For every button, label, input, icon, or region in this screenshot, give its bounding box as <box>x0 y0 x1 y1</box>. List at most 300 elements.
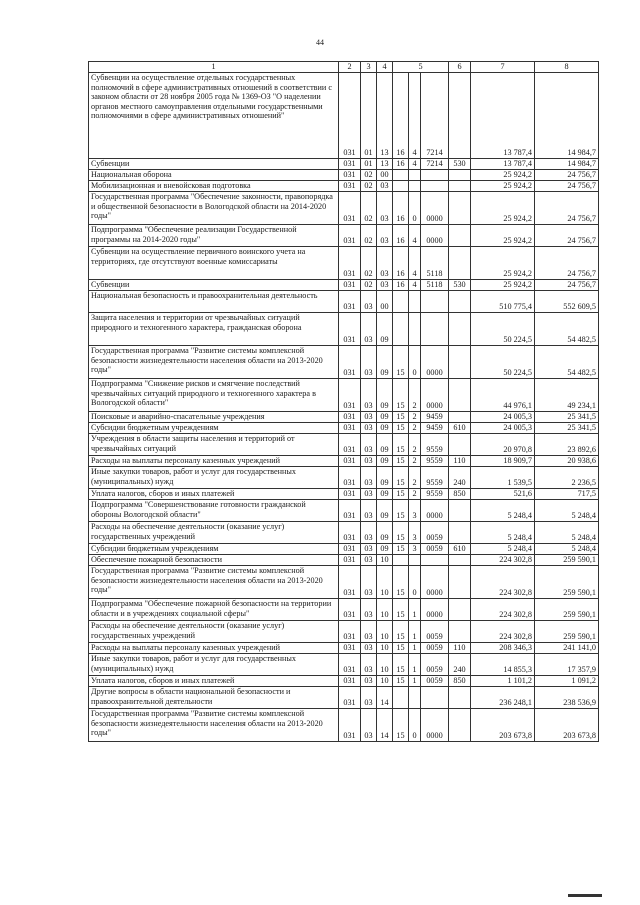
row-value-cell <box>449 621 471 643</box>
row-value-cell: 03 <box>361 654 377 676</box>
row-value-cell: 9559 <box>421 456 449 467</box>
row-value-cell: 031 <box>339 181 361 192</box>
row-value-cell <box>409 181 421 192</box>
row-value-cell: 44 976,1 <box>471 379 535 412</box>
row-value-cell: 0059 <box>421 522 449 544</box>
table-row <box>89 709 599 742</box>
row-value-cell: 4 <box>409 159 421 170</box>
row-name-cell: Подпрограмма "Снижение рисков и смягчение последствий чрезвычайных ситуаций природного и техногенного характера в Вологодской области" <box>89 379 339 412</box>
row-value-cell <box>421 687 449 709</box>
row-value-cell <box>449 566 471 599</box>
row-value-cell: 03 <box>361 555 377 566</box>
row-value-cell: 031 <box>339 192 361 225</box>
row-value-cell: 259 590,1 <box>535 555 599 566</box>
table-row <box>89 192 599 225</box>
row-value-cell: 09 <box>377 544 393 555</box>
row-value-cell: 031 <box>339 467 361 489</box>
row-name-cell: Обеспечение пожарной безопасности <box>89 555 339 566</box>
row-value-cell: 031 <box>339 225 361 247</box>
row-value-cell: 25 924,2 <box>471 225 535 247</box>
row-value-cell: 10 <box>377 676 393 687</box>
row-value-cell: 15 <box>393 379 409 412</box>
table-row <box>89 181 599 192</box>
row-name-cell: Национальная оборона <box>89 170 339 181</box>
row-value-cell <box>409 291 421 313</box>
row-value-cell: 1 <box>409 599 421 621</box>
row-value-cell: 552 609,5 <box>535 291 599 313</box>
row-value-cell: 1 <box>409 654 421 676</box>
row-value-cell <box>449 709 471 742</box>
row-value-cell: 16 <box>393 247 409 280</box>
row-value-cell: 9459 <box>421 412 449 423</box>
row-value-cell: 49 234,1 <box>535 379 599 412</box>
row-value-cell: 03 <box>377 280 393 291</box>
table-row <box>89 555 599 566</box>
row-value-cell: 16 <box>393 159 409 170</box>
row-name-cell: Расходы на выплаты персоналу казенных учреждений <box>89 643 339 654</box>
table-row <box>89 489 599 500</box>
row-value-cell: 03 <box>361 500 377 522</box>
row-value-cell <box>449 346 471 379</box>
row-value-cell <box>421 291 449 313</box>
row-value-cell: 236 248,1 <box>471 687 535 709</box>
row-value-cell: 15 <box>393 489 409 500</box>
row-value-cell: 25 341,5 <box>535 412 599 423</box>
row-value-cell: 0000 <box>421 225 449 247</box>
row-value-cell: 14 984,7 <box>535 73 599 159</box>
row-value-cell: 9559 <box>421 434 449 456</box>
row-value-cell: 031 <box>339 500 361 522</box>
row-value-cell: 15 <box>393 709 409 742</box>
row-name-cell: Уплата налогов, сборов и иных платежей <box>89 489 339 500</box>
table-row <box>89 73 599 159</box>
row-value-cell: 4 <box>409 280 421 291</box>
row-value-cell: 02 <box>361 247 377 280</box>
row-value-cell: 0059 <box>421 544 449 555</box>
row-value-cell: 10 <box>377 566 393 599</box>
row-name-cell: Государственная программа "Развитие системы комплексной безопасности жизнедеятельности населения области на 2013-2020 годы" <box>89 566 339 599</box>
row-value-cell: 15 <box>393 500 409 522</box>
table-row <box>89 544 599 555</box>
row-value-cell: 25 924,2 <box>471 247 535 280</box>
row-name-cell: Подпрограмма "Обеспечение пожарной безопасности на территории области и в учреждениях социальной сферы" <box>89 599 339 621</box>
row-value-cell: 02 <box>361 192 377 225</box>
row-value-cell <box>421 181 449 192</box>
row-value-cell: 031 <box>339 654 361 676</box>
row-value-cell: 0 <box>409 709 421 742</box>
row-value-cell: 031 <box>339 456 361 467</box>
row-value-cell: 4 <box>409 225 421 247</box>
row-value-cell: 03 <box>361 423 377 434</box>
row-value-cell: 031 <box>339 313 361 346</box>
table-row <box>89 566 599 599</box>
row-value-cell: 7214 <box>421 159 449 170</box>
row-value-cell: 5 248,4 <box>535 544 599 555</box>
row-value-cell: 09 <box>377 489 393 500</box>
row-value-cell: 0000 <box>421 500 449 522</box>
row-value-cell: 2 <box>409 434 421 456</box>
row-value-cell: 1 <box>409 643 421 654</box>
row-value-cell: 031 <box>339 566 361 599</box>
table-row <box>89 676 599 687</box>
row-value-cell: 1 <box>409 676 421 687</box>
row-value-cell: 03 <box>361 346 377 379</box>
row-value-cell: 0000 <box>421 192 449 225</box>
row-value-cell: 5 248,4 <box>471 522 535 544</box>
row-value-cell: 031 <box>339 643 361 654</box>
row-value-cell: 24 005,3 <box>471 423 535 434</box>
row-value-cell <box>449 313 471 346</box>
row-value-cell: 10 <box>377 654 393 676</box>
table-row <box>89 599 599 621</box>
row-value-cell <box>449 379 471 412</box>
row-value-cell: 03 <box>361 379 377 412</box>
row-value-cell: 4 <box>409 247 421 280</box>
table-row <box>89 159 599 170</box>
row-value-cell: 15 <box>393 412 409 423</box>
row-value-cell: 0 <box>409 192 421 225</box>
row-value-cell: 10 <box>377 555 393 566</box>
row-value-cell: 13 787,4 <box>471 73 535 159</box>
row-value-cell: 510 775,4 <box>471 291 535 313</box>
row-value-cell: 24 005,3 <box>471 412 535 423</box>
table-row <box>89 687 599 709</box>
row-value-cell: 03 <box>361 566 377 599</box>
scan-mark <box>568 894 602 897</box>
row-value-cell: 15 <box>393 544 409 555</box>
row-value-cell: 241 141,0 <box>535 643 599 654</box>
row-value-cell: 09 <box>377 423 393 434</box>
row-value-cell: 1 101,2 <box>471 676 535 687</box>
row-value-cell: 50 224,5 <box>471 313 535 346</box>
row-name-cell: Уплата налогов, сборов и иных платежей <box>89 676 339 687</box>
row-value-cell: 03 <box>361 313 377 346</box>
row-value-cell: 2 <box>409 379 421 412</box>
table-row <box>89 643 599 654</box>
table-row <box>89 313 599 346</box>
row-value-cell: 15 <box>393 467 409 489</box>
row-value-cell <box>449 73 471 159</box>
row-value-cell: 20 938,6 <box>535 456 599 467</box>
row-value-cell: 10 <box>377 599 393 621</box>
row-value-cell: 5 248,4 <box>535 500 599 522</box>
row-value-cell: 15 <box>393 621 409 643</box>
row-value-cell: 521,6 <box>471 489 535 500</box>
row-value-cell: 203 673,8 <box>471 709 535 742</box>
row-value-cell: 24 756,7 <box>535 280 599 291</box>
row-name-cell: Субвенции на осуществление отдельных государственных полномочий в сфере административных отношений в соответствии с законом области от 28 ноября 2005 года № 1369-ОЗ "О наделении органов местного самоуправления отдельными государственными полномочиями в сфере административных отношений" <box>89 73 339 159</box>
row-value-cell <box>393 170 409 181</box>
row-value-cell: 224 302,8 <box>471 599 535 621</box>
row-value-cell: 3 <box>409 522 421 544</box>
row-value-cell: 24 756,7 <box>535 225 599 247</box>
row-value-cell: 224 302,8 <box>471 621 535 643</box>
row-value-cell: 03 <box>361 467 377 489</box>
row-value-cell: 0059 <box>421 621 449 643</box>
row-name-cell: Иные закупки товаров, работ и услуг для государственных (муниципальных) нужд <box>89 467 339 489</box>
row-value-cell: 4 <box>409 73 421 159</box>
table-row <box>89 434 599 456</box>
table-row <box>89 500 599 522</box>
row-value-cell <box>421 555 449 566</box>
header-cell: 5 <box>393 62 449 73</box>
row-value-cell: 09 <box>377 500 393 522</box>
row-value-cell: 240 <box>449 467 471 489</box>
table-row <box>89 225 599 247</box>
row-value-cell: 03 <box>361 687 377 709</box>
row-name-cell: Субвенции на осуществление первичного воинского учета на территориях, где отсутствуют военные комиссариаты <box>89 247 339 280</box>
row-value-cell: 50 224,5 <box>471 346 535 379</box>
row-value-cell <box>449 599 471 621</box>
row-value-cell: 110 <box>449 643 471 654</box>
table-header <box>89 62 599 73</box>
row-value-cell: 031 <box>339 687 361 709</box>
row-value-cell: 259 590,1 <box>535 599 599 621</box>
row-value-cell: 15 <box>393 423 409 434</box>
row-value-cell: 610 <box>449 544 471 555</box>
header-cell: 6 <box>449 62 471 73</box>
row-value-cell: 0000 <box>421 709 449 742</box>
row-value-cell: 240 <box>449 654 471 676</box>
row-value-cell: 14 <box>377 709 393 742</box>
row-value-cell <box>421 313 449 346</box>
row-name-cell: Расходы на обеспечение деятельности (оказание услуг) государственных учреждений <box>89 621 339 643</box>
table-body <box>89 73 599 742</box>
row-value-cell: 0000 <box>421 379 449 412</box>
row-value-cell: 2 236,5 <box>535 467 599 489</box>
row-value-cell: 031 <box>339 423 361 434</box>
row-value-cell: 0 <box>409 566 421 599</box>
row-value-cell: 00 <box>377 291 393 313</box>
row-value-cell: 25 924,2 <box>471 192 535 225</box>
row-value-cell: 01 <box>361 159 377 170</box>
row-value-cell: 02 <box>361 170 377 181</box>
row-value-cell <box>449 500 471 522</box>
row-value-cell: 15 <box>393 522 409 544</box>
row-value-cell: 03 <box>377 225 393 247</box>
row-value-cell: 15 <box>393 434 409 456</box>
row-name-cell: Другие вопросы в области национальной безопасности и правоохранительной деятельности <box>89 687 339 709</box>
row-value-cell: 03 <box>361 489 377 500</box>
row-value-cell <box>449 192 471 225</box>
row-value-cell: 0059 <box>421 654 449 676</box>
row-value-cell <box>393 555 409 566</box>
table-row <box>89 467 599 489</box>
row-value-cell: 031 <box>339 291 361 313</box>
row-value-cell: 2 <box>409 456 421 467</box>
row-value-cell: 02 <box>361 225 377 247</box>
row-value-cell: 03 <box>361 599 377 621</box>
row-name-cell: Расходы на обеспечение деятельности (оказание услуг) государственных учреждений <box>89 522 339 544</box>
row-value-cell: 02 <box>361 280 377 291</box>
row-name-cell: Иные закупки товаров, работ и услуг для государственных (муниципальных) нужд <box>89 654 339 676</box>
row-value-cell: 031 <box>339 522 361 544</box>
row-value-cell: 031 <box>339 489 361 500</box>
row-value-cell: 15 <box>393 654 409 676</box>
row-name-cell: Подпрограмма "Обеспечение реализации Государственной программы на 2014-2020 годы" <box>89 225 339 247</box>
row-value-cell: 25 924,2 <box>471 170 535 181</box>
row-value-cell: 03 <box>361 434 377 456</box>
table-row <box>89 621 599 643</box>
row-value-cell <box>393 181 409 192</box>
row-value-cell: 03 <box>361 544 377 555</box>
row-name-cell: Защита населения и территории от чрезвычайных ситуаций природного и техногенного характера, гражданская оборона <box>89 313 339 346</box>
row-value-cell: 09 <box>377 346 393 379</box>
row-value-cell: 7214 <box>421 73 449 159</box>
row-value-cell: 2 <box>409 467 421 489</box>
row-value-cell: 13 <box>377 73 393 159</box>
header-cell: 3 <box>361 62 377 73</box>
header-cell: 7 <box>471 62 535 73</box>
row-value-cell: 203 673,8 <box>535 709 599 742</box>
row-value-cell: 3 <box>409 500 421 522</box>
row-value-cell <box>449 170 471 181</box>
row-value-cell: 09 <box>377 467 393 489</box>
row-value-cell <box>449 291 471 313</box>
row-value-cell: 25 924,2 <box>471 181 535 192</box>
row-value-cell: 03 <box>377 247 393 280</box>
row-value-cell: 17 357,9 <box>535 654 599 676</box>
row-value-cell <box>449 412 471 423</box>
row-name-cell: Субвенции <box>89 159 339 170</box>
row-value-cell: 850 <box>449 489 471 500</box>
row-value-cell: 23 892,6 <box>535 434 599 456</box>
row-value-cell: 0000 <box>421 599 449 621</box>
row-value-cell: 5118 <box>421 280 449 291</box>
header-cell: 1 <box>89 62 339 73</box>
row-value-cell: 09 <box>377 522 393 544</box>
row-value-cell: 01 <box>361 73 377 159</box>
row-value-cell: 2 <box>409 423 421 434</box>
row-value-cell: 16 <box>393 225 409 247</box>
row-value-cell: 5 248,4 <box>471 544 535 555</box>
row-value-cell: 09 <box>377 313 393 346</box>
row-value-cell: 031 <box>339 621 361 643</box>
row-value-cell: 09 <box>377 412 393 423</box>
row-value-cell <box>393 687 409 709</box>
row-value-cell: 00 <box>377 170 393 181</box>
row-value-cell: 16 <box>393 192 409 225</box>
row-value-cell <box>393 313 409 346</box>
header-cell: 8 <box>535 62 599 73</box>
row-value-cell: 24 756,7 <box>535 247 599 280</box>
row-value-cell: 2 <box>409 489 421 500</box>
row-value-cell: 5 248,4 <box>535 522 599 544</box>
row-value-cell: 14 984,7 <box>535 159 599 170</box>
row-value-cell: 13 787,4 <box>471 159 535 170</box>
row-value-cell <box>449 247 471 280</box>
row-name-cell: Государственная программа "Обеспечение законности, правопорядка и общественной безопасности в Вологодской области на 2014-2020 годы" <box>89 192 339 225</box>
row-value-cell: 03 <box>361 291 377 313</box>
row-value-cell: 031 <box>339 247 361 280</box>
row-value-cell: 1 <box>409 621 421 643</box>
row-value-cell: 18 909,7 <box>471 456 535 467</box>
row-value-cell <box>449 522 471 544</box>
row-value-cell <box>393 291 409 313</box>
row-value-cell: 110 <box>449 456 471 467</box>
table-row <box>89 170 599 181</box>
row-value-cell: 9459 <box>421 423 449 434</box>
row-value-cell: 09 <box>377 379 393 412</box>
row-value-cell: 15 <box>393 456 409 467</box>
row-value-cell <box>421 170 449 181</box>
row-value-cell: 238 536,9 <box>535 687 599 709</box>
row-value-cell: 15 <box>393 346 409 379</box>
row-name-cell: Государственная программа "Развитие системы комплексной безопасности жизнедеятельности населения области на 2013-2020 годы" <box>89 346 339 379</box>
row-value-cell: 09 <box>377 456 393 467</box>
page-number: 44 <box>316 38 324 47</box>
row-value-cell: 208 346,3 <box>471 643 535 654</box>
row-name-cell: Национальная безопасность и правоохранительная деятельность <box>89 291 339 313</box>
row-value-cell: 031 <box>339 379 361 412</box>
row-value-cell: 15 <box>393 643 409 654</box>
row-value-cell: 03 <box>377 192 393 225</box>
row-value-cell: 259 590,1 <box>535 621 599 643</box>
row-value-cell: 03 <box>377 181 393 192</box>
row-value-cell <box>449 555 471 566</box>
row-name-cell: Субвенции <box>89 280 339 291</box>
row-value-cell: 10 <box>377 643 393 654</box>
row-value-cell: 16 <box>393 280 409 291</box>
table-row <box>89 291 599 313</box>
row-value-cell: 24 756,7 <box>535 192 599 225</box>
row-value-cell: 717,5 <box>535 489 599 500</box>
row-value-cell: 20 970,8 <box>471 434 535 456</box>
row-value-cell: 0059 <box>421 676 449 687</box>
table-row <box>89 247 599 280</box>
row-value-cell: 0 <box>409 346 421 379</box>
table-row <box>89 379 599 412</box>
row-value-cell: 031 <box>339 709 361 742</box>
row-value-cell <box>409 170 421 181</box>
row-value-cell: 24 756,7 <box>535 181 599 192</box>
row-value-cell <box>449 225 471 247</box>
row-value-cell: 530 <box>449 280 471 291</box>
row-value-cell: 031 <box>339 555 361 566</box>
row-name-cell: Поисковые и аварийно-спасательные учреждения <box>89 412 339 423</box>
row-name-cell: Субсидии бюджетным учреждениям <box>89 423 339 434</box>
row-name-cell: Подпрограмма "Совершенствование готовности гражданской обороны Вологодской области" <box>89 500 339 522</box>
budget-table <box>88 61 599 742</box>
row-value-cell: 03 <box>361 643 377 654</box>
row-value-cell: 0000 <box>421 566 449 599</box>
row-value-cell: 5118 <box>421 247 449 280</box>
row-value-cell <box>409 687 421 709</box>
row-value-cell: 24 756,7 <box>535 170 599 181</box>
row-value-cell: 15 <box>393 599 409 621</box>
row-value-cell: 031 <box>339 280 361 291</box>
table-row <box>89 346 599 379</box>
row-value-cell <box>409 313 421 346</box>
row-value-cell: 54 482,5 <box>535 346 599 379</box>
row-value-cell: 16 <box>393 73 409 159</box>
row-value-cell: 14 855,3 <box>471 654 535 676</box>
row-value-cell <box>449 434 471 456</box>
row-value-cell <box>449 687 471 709</box>
table-row <box>89 456 599 467</box>
row-value-cell: 9559 <box>421 467 449 489</box>
row-value-cell: 1 091,2 <box>535 676 599 687</box>
row-value-cell: 031 <box>339 544 361 555</box>
row-value-cell: 031 <box>339 676 361 687</box>
table-row <box>89 423 599 434</box>
row-value-cell: 09 <box>377 434 393 456</box>
row-value-cell: 610 <box>449 423 471 434</box>
row-value-cell: 031 <box>339 434 361 456</box>
table-row <box>89 522 599 544</box>
table-row <box>89 654 599 676</box>
row-value-cell: 224 302,8 <box>471 566 535 599</box>
